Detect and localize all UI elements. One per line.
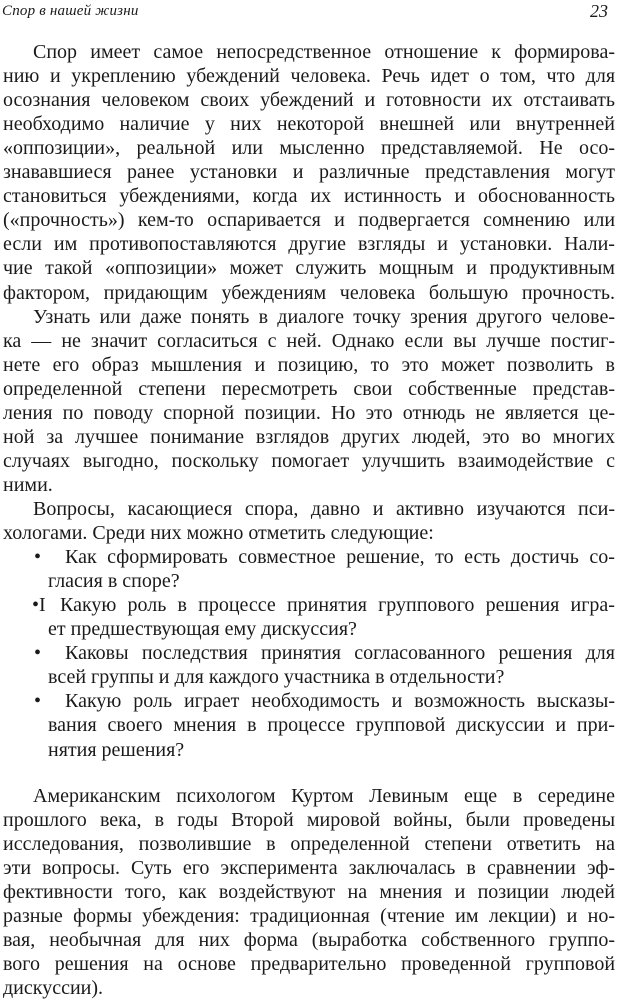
text-line: определенной степени пересмотреть свои собственные представ- [3,378,615,400]
text-line: осознания человеком своих убеждений и готовности их отстаивать [3,89,615,111]
text-line: гласия в споре? [48,570,180,592]
running-head: Спор в нашей жизни [2,3,139,19]
text-line: чие такой «оппозиции» может служить мощным и продуктивным [3,257,615,279]
text-line: ления по поводу спорной позиции. Но это отнюдь не является це- [3,402,616,424]
text-line: нию и укреплению убеждений человека. Речь идет о том, что для [3,65,616,87]
bullet-mark: •I [32,594,46,616]
text-line: знававшиеся ранее установки и различные представления могут [3,161,616,183]
bullet-mark: • [34,642,42,664]
text-line: разные формы убеждения: традиционная (чтение им лекции) и но- [3,905,616,927]
bullet-mark: • [34,546,42,568]
text-line: ними. [3,474,53,496]
text-line: всей группы и для каждого участника в отдельности? [48,666,505,688]
text-line: эти вопросы. Суть его эксперимента заключалась в сравнении эф- [3,857,616,879]
text-line: фактором, придающим убеждениям человека большую прочность. [3,282,616,304]
text-line: фективности того, как воздействуют на мнения и позиции людей [3,881,615,903]
text-line: ка — не значит согласиться с ней. Однако если вы лучше постиг- [3,330,616,352]
text-line: ной за лучшее понимание взглядов других людей, это во многих [3,426,615,448]
text-line: «оппозиции», реальной или мысленно представляемой. Не осо- [3,137,616,159]
bullet-item: • Каковы последствия принятия согласованного решения для [0,639,620,667]
text-line: Вопросы, касающиеся спора, давно и активно изучаются пси- [33,498,615,520]
text-line: становиться убеждениями, когда их истинность и обоснованность [3,185,615,207]
text-line: вого решения на основе предварительно проведенной групповой [3,953,616,975]
text-line: вая, необычная для них форма (выработка собственного группо- [3,929,616,951]
text-line: прошлого века, в годы Второй мировой войны, были проведены [3,809,616,831]
text-line: случаях выгодно, поскольку помогает улучшить взаимодействие с [3,450,615,472]
bullet-item: • Как сформировать совместное решение, то есть достичь со- [0,543,620,571]
text-line: Узнать или даже понять в диалоге точку зрения другого челове- [33,306,616,328]
text-line: необходимо наличие у них некоторой внешней или внутренней [3,113,615,135]
bullet-item: • Какую роль играет необходимость и возможность высказы- [0,687,620,715]
text-line: Спор имеет самое непосредственное отношение к формирова- [33,41,615,63]
text-line: ет предшествующая ему дискуссия? [48,618,357,640]
text-line: нете его образ мышления и позицию, то это может позволить в [3,354,615,376]
page-number: 23 [590,1,608,21]
text-line: хологами. Среди них можно отметить следующие: [3,522,434,544]
text-line: дискуссии). [3,977,104,999]
bullet-item: •I Какую роль в процессе принятия группового решения игра- [0,591,620,619]
text-line: Американским психологом Куртом Левиным еще в середине [33,785,615,807]
text-line: если им противопоставляются другие взгляды и установки. Нали- [3,233,615,255]
text-line: («прочность») кем-то оспаривается и подвергается сомнению или [3,209,616,231]
bullet-mark: • [34,690,42,712]
text-line: вания своего мнения в процессе групповой дискуссии и при- [48,714,615,736]
text-line: нятия решения? [48,739,185,761]
text-line: исследования, позволившие в определенной степени ответить на [3,833,616,855]
